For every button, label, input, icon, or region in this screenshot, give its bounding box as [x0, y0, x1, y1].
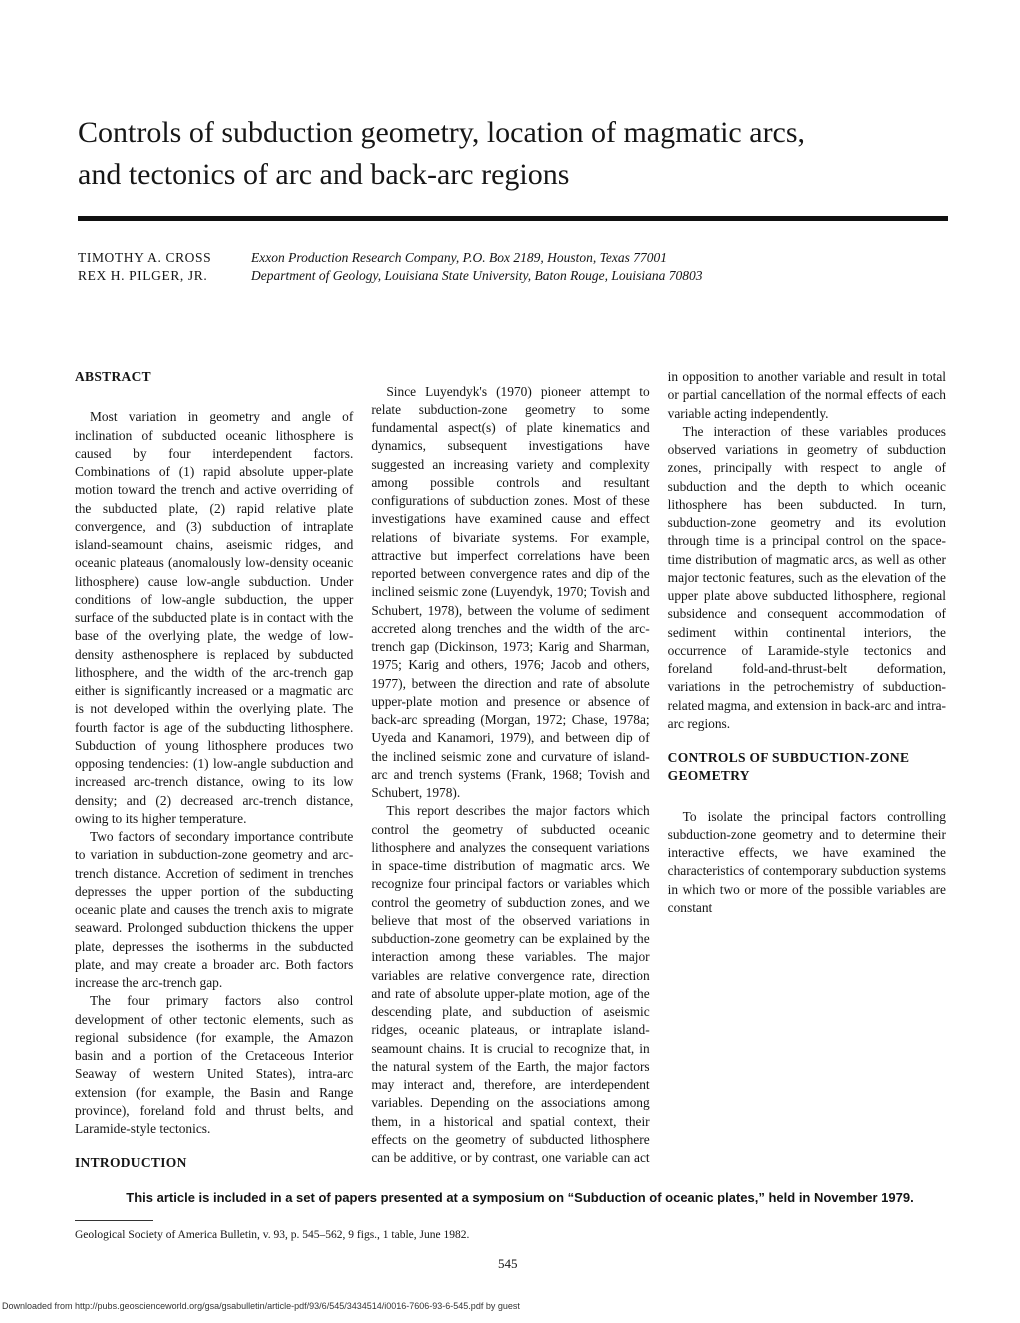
introduction-heading: INTRODUCTION: [75, 1155, 187, 1171]
abstract-paragraph-1: Most variation in geometry and angle of inclination of subducted oceanic lithosphere is caused by four interdependent factors. Combinations of (1) rapid absolute upper-plate motion toward the trench and active overriding of the subducted plate, (2) rapid relative plate convergence, and (3) subduction of intraplate island-seamount chains, aseismic ridges, and oceanic plateaus (anomalously low-density oceanic lithosphere) cause low-angle subduction. Under conditions of low-angle subduction, the upper surface of the subducted plate is in contact with the base of the overlying plate, the wedge of low-density asthenosphere is replaced by subducted lithosphere, and the width of the arc-trench gap either is significantly increased or a magmatic arc is not developed within the overlying plate. The fourth factor is age of the subducting lithosphere. Subduction of young lithosphere produces two opposing tendencies: (1) low-angle subduction and increased arc-trench distance, owing to its low density; and (2) decreased arc-trench distance, owing to its higher temperature.: [75, 409, 354, 826]
abstract-paragraph-3: The four primary factors also control development of other tectonic elements, such as regional subsidence (for example, the Amazon basin and a portion of the Cretaceous Interior Seaway of western United States), intra-arc extension (for example, the Basin and Range province), foreland fold and thrust belts, and Laramide-style tectonics.: [75, 993, 354, 1136]
introduction-paragraph-2: This report describes the major factors which control the geometry of subducted oceanic lithosphere and analyzes the consequent variations in space-time distribution of magmatic arcs. We recognize four principal factors or variables which control the geometry of subduction zones, and we believe that most of the observed variations in subduction-zone geometry can be explained by the interaction among these variables. The major variables are relative convergence rate, direction and rate of absolute upper-plate motion, age of the descending plate, and subduction of aseismic ridges, oceanic plateaus, or intraplate island-seamount chains. It is crucial to recognize that, in the natural system of the Earth, the major factors may interact and, therefore, are interdependent variables. Depending on the associations among them, in a historical and spatial context, their effects on the geometry of subducted lithosphere can be additive, or by contrast, one variable can act in opposition to another variable and result in total or partial cancellation of the normal effects of each variable acting independently.: [371, 369, 946, 1165]
introduction-paragraph-3: The interaction of these variables produces observed variations in geometry of subduction zones, principally with respect to angle of subduction and the depth to which oceanic lithosphere has been subducted. In turn, subduction-zone geometry and its evolution through time is a principal control on the space-time distribution of magmatic arcs, as well as other major tectonic features, such as the elevation of the upper plate above subducted lithosphere, regional subsidence and consequent accommodation of sediment within continental interiors, the occurrence of Laramide-style tectonics and foreland fold-and-thrust-belt deformation, variations in the petrochemistry of subduction-related magma, and extension in back-arc and intra-arc regions.: [667, 423, 946, 731]
author-affiliation: Department of Geology, Louisiana State University, Baton Rouge, Louisiana 70803: [251, 268, 703, 283]
page-number: 545: [498, 1256, 518, 1271]
abstract-paragraph-2: Two factors of secondary importance contribute to variation in subduction-zone geometry and arc-trench distance. Accretion of sediment in trenches depresses the upper portion of the subducting oceanic plate and causes the trench axis to migrate seaward. Prolonged subduction thickens the upper plate, depresses the isotherms in the subducted plate, and may create a broader arc. Both factors increase the arc-trench gap.: [75, 829, 354, 990]
article-title-line-2: and tectonics of arc and back-arc regions: [78, 158, 570, 191]
symposium-footnote: This article is included in a set of papers presented at a symposium on “Subduction of oceanic plates,” held in November 1979.: [126, 1190, 914, 1205]
abstract-heading: ABSTRACT: [75, 369, 151, 384]
title-rule: [78, 216, 948, 221]
author-line-1: [78, 249, 667, 267]
download-watermark: Downloaded from http://pubs.geoscienceworld.org/gsa/gsabulletin/article-pdf/93/6/545/3434514/i0016-7606-93-6-545.pdf by guest: [2, 1301, 520, 1311]
author-name: REX H. PILGER, JR.: [78, 268, 208, 283]
author-line-2: [78, 267, 702, 285]
controls-heading: CONTROLS OF SUBDUCTION-ZONE GEOMETRY: [667, 750, 910, 784]
controls-paragraph-1: To isolate the principal factors controlling subduction-zone geometry and to determine their interactive effects, we have examined the characteristics of contemporary subduction systems in which two or more of the possible variables are constant: [667, 808, 946, 915]
introduction-paragraph-1: Since Luyendyk's (1970) pioneer attempt to relate subduction-zone geometry to some fundamental aspect(s) of plate kinematics and dynamics, subsequent investigations have suggested an increasing variety and complexity among possible controls and resultant configurations of subduction zones. Most of these investigations have examined cause and effect relations of bivariate systems. For example, attractive but imperfect correlations have been reported between convergence rates and dip of the inclined seismic zone (Luyendyk, 1970; Tovish and Schubert, 1978), between the volume of sediment accreted along trenches and the width of the arc-trench gap (Dickinson, 1973; Karig and Sharman, 1975; Karig and others, 1976; Jacob and others, 1977), between the direction and rate of absolute upper-plate motion and presence or absence of back-arc spreading (Morgan, 1972; Chase, 1978a; Uyeda and Kanamori, 1979), and between dip of the inclined seismic zone and curvature of island-arc and trench systems (Frank, 1968; Tovish and Schubert, 1978).: [371, 383, 650, 800]
author-name: TIMOTHY A. CROSS: [78, 250, 212, 265]
article-body: [75, 368, 946, 1180]
article-title-line-1: Controls of subduction geometry, location of magmatic arcs,: [78, 116, 806, 149]
journal-citation: Geological Society of America Bulletin, v. 93, p. 545–562, 9 figs., 1 table, June 1982.: [75, 1229, 470, 1241]
article-title: [78, 112, 978, 196]
author-affiliation: Exxon Production Research Company, P.O. Box 2189, Houston, Texas 77001: [251, 250, 667, 265]
footnote-rule: [75, 1220, 153, 1221]
